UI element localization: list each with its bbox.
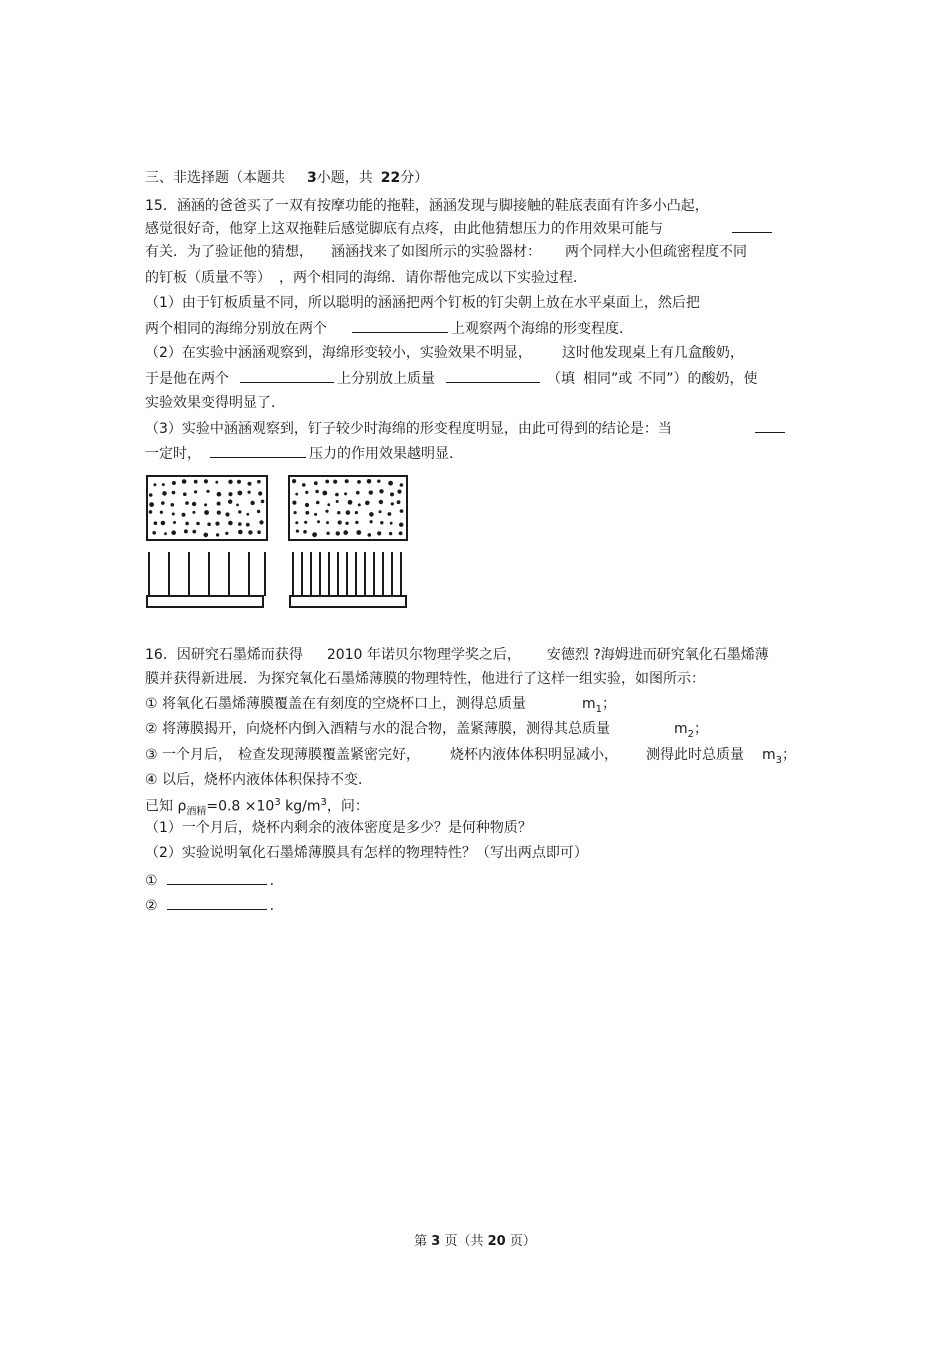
sponge-dot [336, 500, 339, 503]
sponge-dot [346, 510, 351, 515]
sponge-dot [185, 501, 189, 505]
sponge-dot [322, 491, 327, 496]
q15-part3-line-2: 一定时， 压力的作用效果越明显． [145, 443, 463, 464]
sponge-dot [250, 501, 254, 505]
sponge-dot [348, 500, 353, 505]
sponge-dot [207, 523, 211, 527]
sponge-dot [377, 480, 380, 483]
sponge-dot [228, 480, 232, 484]
q16-question-2: （2）实验说明氧化石墨烯薄膜具有怎样的物理特性？（写出两点即可） [145, 845, 588, 861]
sponge-dot [237, 480, 241, 484]
sponge-dot [196, 522, 200, 526]
sponge-dot [246, 523, 250, 527]
sponge-dot [172, 481, 176, 485]
sponge-dot [248, 491, 251, 494]
sponge-dot [343, 530, 348, 535]
sponge-right [289, 476, 407, 540]
section-header: 三、非选择题（本题共 3小题，共 22分） [145, 170, 429, 186]
sponge-dot [217, 492, 222, 497]
sponge-dot [337, 511, 340, 514]
sponge-dot [400, 483, 404, 487]
q15-line-3: 有关．为了验证他的猜想， 涵涵找来了如图所示的实验器材： 两个同样大小但疏密程度不同 [145, 244, 747, 260]
q15-line-4: 的钉板（质量不等） ，两个相同的海绵．请你帮他完成以下实验过程． [145, 270, 587, 286]
sponge-dot [238, 491, 243, 496]
sponge-dot [258, 491, 262, 495]
sponge-dot [317, 520, 320, 523]
sponge-dot [162, 483, 165, 486]
sponge-dot [172, 491, 176, 495]
sponge-dot [399, 523, 403, 527]
sponge-dot [345, 522, 348, 525]
sponge-dot [149, 510, 153, 514]
answer-blank[interactable] [210, 443, 306, 458]
sponge-dot [238, 510, 241, 513]
sponge-dot [379, 489, 383, 493]
q16-step-2: ② 将薄膜揭开，向烧杯内倒入酒精与水的混合物，盖紧薄膜，测得其总质量 $m_2$； [145, 721, 709, 740]
sponge-dot [162, 491, 167, 496]
sponge-dot [397, 490, 401, 494]
sponge-dot [305, 491, 308, 494]
q15-line-2: 感觉很好奇，他穿上这双拖鞋后感觉脚底有点疼，由此他猜想压力的作用效果可能与 [145, 218, 775, 239]
sponge-dot [216, 533, 219, 536]
sponge-dot [295, 493, 298, 496]
sponge-dot [215, 481, 218, 484]
sponge-dot [356, 530, 361, 535]
sponge-dot [184, 529, 188, 533]
q15-part1-line-1: （1）由于钉板质量不同，所以聪明的涵涵把两个钉板的钉尖朝上放在水平桌面上，然后把 [145, 295, 700, 311]
sponge-dot [344, 492, 347, 495]
sponge-dot [149, 502, 154, 507]
sponge-dot [172, 513, 175, 516]
sponge-dot [217, 502, 221, 506]
sponge-dot [204, 510, 209, 515]
sponge-dot [369, 512, 374, 517]
sponge-dot [397, 500, 401, 504]
sponge-dot [173, 521, 176, 524]
sponge-dot [217, 511, 221, 515]
sponge-dot [204, 503, 207, 506]
q16-question-1: （1）一个月后，烧杯内剩余的液体密度是多少？是何种物质？ [145, 820, 532, 836]
sponge-dot [192, 530, 196, 534]
nail-board-dense [290, 552, 406, 607]
sponge-dot [257, 530, 261, 534]
answer-blank[interactable] [240, 368, 334, 383]
q15-line-1: 15．涵涵的爸爸买了一双有按摩功能的拖鞋，涵涵发现与脚接触的鞋底表面有许多小凸起， [145, 198, 709, 214]
q16-answer-2: ② . [145, 895, 274, 916]
page-footer: 第 3 页（共 20 页） [414, 1234, 536, 1249]
sponge-dot [390, 522, 393, 525]
sponge-dot [215, 522, 219, 526]
sponge-dot [296, 530, 299, 533]
sponge-dot [225, 512, 229, 516]
sponge-dot [292, 479, 296, 483]
sponge-dot [302, 483, 306, 487]
q16-step-3: ③ 一个月后， 检查发现薄膜覆盖紧密完好， 烧杯内液体体积明显减小， 测得此时总质量 $m_3$； [145, 747, 797, 766]
sponge-dot [228, 521, 233, 526]
sponge-dot [257, 510, 260, 513]
sponge-dot [149, 493, 153, 497]
sponge-dot [388, 481, 393, 486]
sponge-dot [192, 502, 196, 506]
sponge-dot [238, 522, 242, 526]
sponge-dot [182, 513, 186, 517]
sponge-dot [365, 501, 370, 506]
sponge-dot [327, 503, 330, 506]
sponge-dot [356, 491, 360, 495]
answer-blank[interactable] [352, 318, 448, 333]
sponge-dot [161, 521, 166, 526]
sponge-dot [248, 530, 252, 534]
sponge-dot [326, 532, 329, 535]
sponge-dot [316, 501, 320, 505]
sponge-dot [388, 512, 392, 516]
answer-blank[interactable] [755, 418, 785, 433]
answer-blank[interactable] [732, 218, 772, 233]
sponge-dot [390, 492, 394, 496]
sponge-dot [295, 521, 298, 524]
answer-blank[interactable] [167, 895, 267, 910]
sponge-dot [171, 503, 175, 507]
sponge-dot [261, 500, 265, 504]
q15-part2-line-3: 实验效果变得明显了． [145, 395, 285, 411]
sponge-dot [345, 479, 349, 483]
q16-known: 已知 $\rho_{酒精}=0.8 \times 10^3$ $kg/m^3$，问： [145, 797, 369, 818]
q15-part2-line-2: 于是他在两个 上分别放上质量 （填 相同”或 不同”）的酸奶，使 [145, 368, 758, 389]
q15-part3-line-1: （3）实验中涵涵观察到，钉子较少时海绵的形变程度明显，由此可得到的结论是：当 [145, 418, 788, 439]
sponge-dot [204, 479, 208, 483]
sponge-dot [194, 490, 197, 493]
sponge-dot [355, 521, 358, 524]
sponge-dot [377, 531, 381, 535]
sponge-dot [164, 532, 167, 535]
sponge-dot [185, 522, 189, 526]
sponge-dot [358, 503, 361, 506]
sponge-dot [379, 510, 382, 513]
q15-part2-line-1: （2）在实验中涵涵观察到，海绵形变较小，实验效果不明显， 这时他发现桌上有几盒酸奶， [145, 345, 744, 361]
answer-blank[interactable] [446, 368, 540, 383]
sponge-dot [152, 531, 156, 535]
sponge-dot [379, 500, 383, 504]
q16-step-4: ④ 以后，烧杯内液体体积保持不变． [145, 772, 373, 788]
sponge-dot [153, 483, 156, 486]
sponge-dot [225, 532, 228, 535]
sponge-dot [238, 530, 243, 535]
sponge-dot [228, 500, 232, 504]
sponge-dot [314, 513, 317, 516]
sponge-dot [160, 511, 163, 514]
sponge-dot [400, 509, 404, 513]
sponge-dot [338, 520, 342, 524]
sponge-dot [292, 501, 296, 505]
sponge-dot [305, 503, 309, 507]
sponge-dot [204, 533, 209, 538]
sponge-dot [333, 480, 337, 484]
sponge-dot [357, 480, 361, 484]
q16-step-1: ① 将氧化石墨烯薄膜覆盖在有刻度的空烧杯口上，测得总质量 $m_1$； [145, 696, 617, 715]
sponge-dot [294, 511, 297, 514]
sponge-dot [192, 511, 195, 514]
nail-board-figure [145, 474, 415, 610]
sponge-dot [236, 504, 239, 507]
q15-part1-line-2: 两个相同的海绵分别放在两个 上观察两个海绵的形变程度． [145, 318, 633, 339]
sponge-dot [325, 480, 329, 484]
sponge-dot [369, 490, 373, 494]
nail-board-sparse [147, 552, 265, 607]
sponge-dot [248, 482, 252, 486]
sponge-dot [355, 511, 358, 514]
sponge-dot [154, 521, 158, 525]
sponge-dot [389, 532, 392, 535]
q16-answer-1: ① . [145, 870, 274, 891]
sponge-dot [257, 480, 261, 484]
sponge-dot [304, 521, 307, 524]
sponge-dot [206, 490, 209, 493]
sponge-dot [315, 490, 319, 494]
answer-blank[interactable] [167, 870, 267, 885]
sponge-dot [183, 492, 187, 496]
sponge-dot [326, 521, 329, 524]
sponge-dot [370, 520, 373, 523]
sponge-dot [246, 513, 249, 516]
sponge-dot [171, 530, 176, 535]
sponge-dot [161, 501, 165, 505]
sponge-dot [336, 531, 340, 535]
sponge-dot [399, 531, 403, 535]
q16-line-2: 膜并获得新进展．为探究氧化石墨烯薄膜的物理特性，他进行了这样一组实验，如图所示： [145, 671, 705, 687]
sponge-dot [391, 502, 394, 505]
sponge-dot [303, 530, 307, 534]
sponge-dot [368, 533, 372, 537]
sponge-dot [380, 521, 383, 524]
sponge-dot [367, 479, 372, 484]
q16-line-1: 16．因研究石墨烯而获得 2010 年诺贝尔物理学奖之后， 安德烈 ?海姆进而研究氧化石墨烯薄 [145, 647, 769, 663]
sponge-dot [228, 492, 232, 496]
sponge-dot [305, 511, 309, 515]
sponge-dot [194, 480, 198, 484]
sponge-dot [182, 479, 187, 484]
sponge-dot [259, 520, 263, 524]
sponge-dot [335, 493, 339, 497]
sponge-dot [325, 510, 328, 513]
sponge-dot [314, 481, 318, 485]
sponge-dot [312, 532, 317, 537]
